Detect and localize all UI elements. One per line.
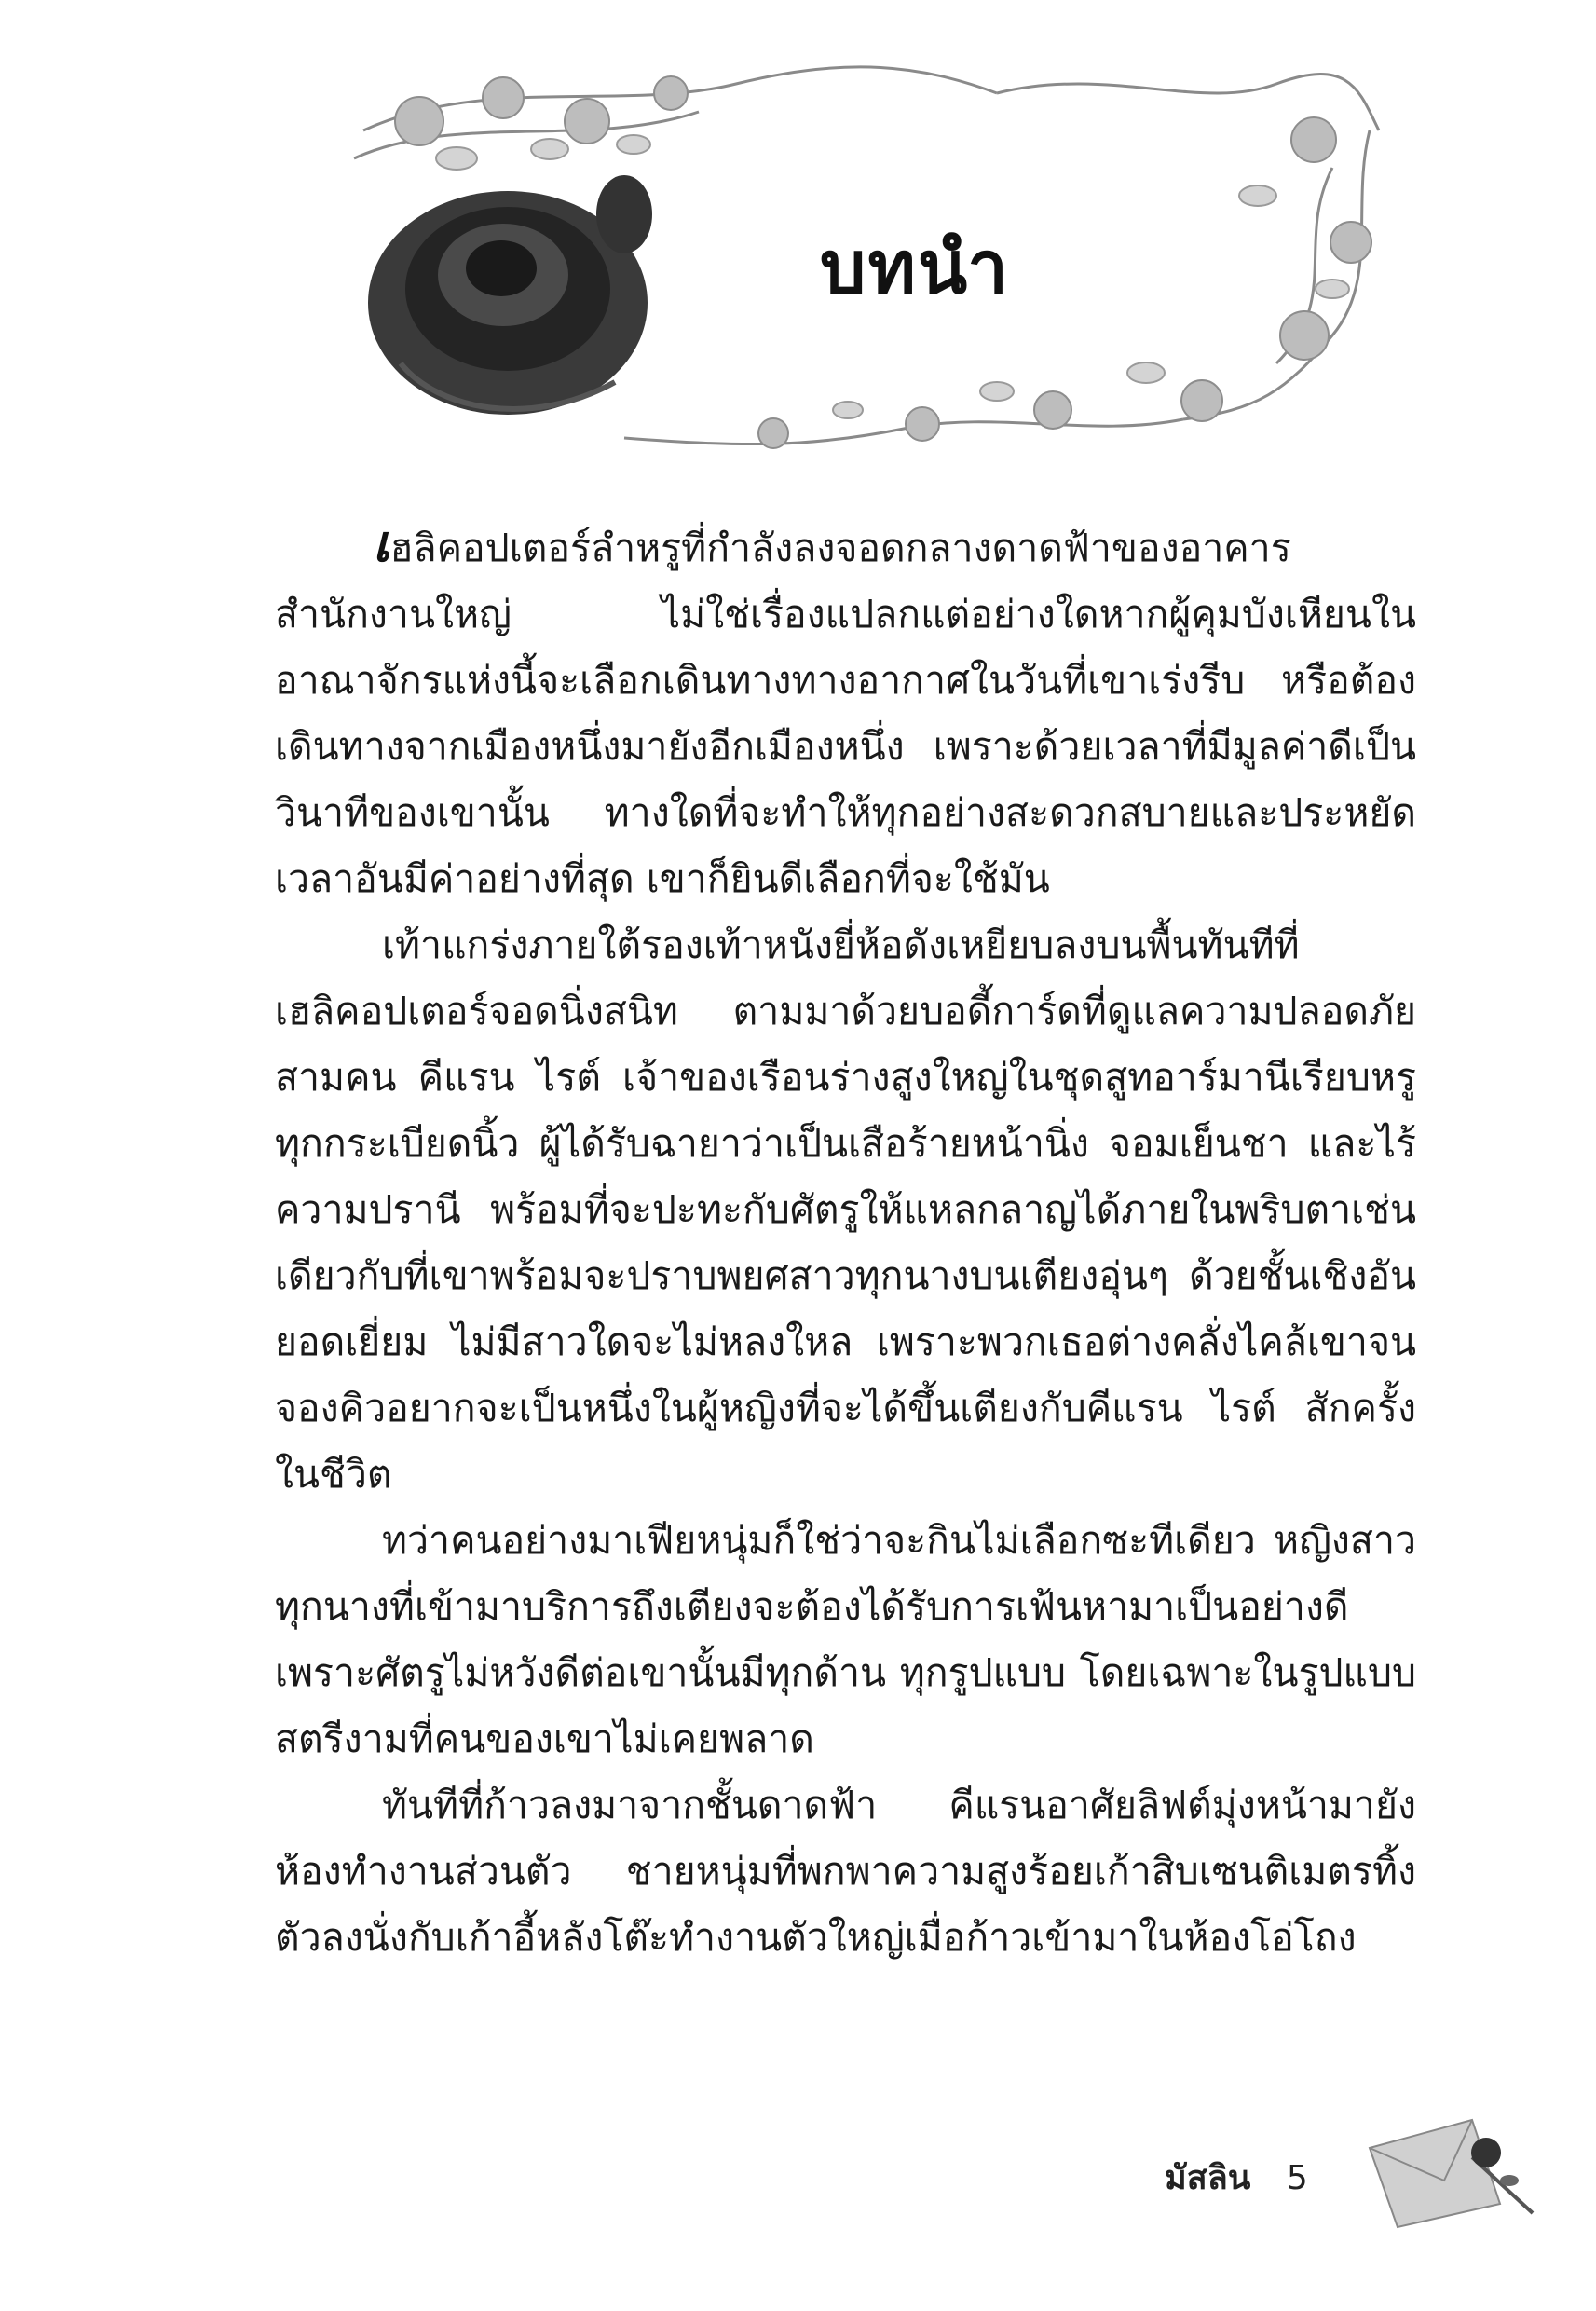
chapter-title: บทนำ [820, 226, 1011, 310]
rose-illustration [368, 175, 652, 415]
paragraph-2: เท้าแกร่งภายใต้รองเท้าหนังยี่ห้อดังเหยียบลงบนพื้นทันทีที่เฮลิคอปเตอร์จอดนิ่งสนิท ตามมาด้วยบอดี้การ์ดที่ดูแลความปลอดภัยสามคน คีแรน ไรต์ เจ้าของเรือนร่างสูงใหญ่ในชุดสูทอาร์มานีเรียบหรูทุกกระเบียดนิ้ว ผู้ได้รับฉายาว่าเป็นเสือร้ายหน้านิ่ง จอมเย็นชา และไร้ความปรานี พร้อมที่จะปะทะกับศัตรูให้แหลกลาญได้ภายในพริบตาเช่นเดียวกับที่เขาพร้อมจะปราบพยศสาวทุกนางบนเตียงอุ่นๆ ด้วยชั้นเชิงอันยอดเยี่ยม ไม่มีสาวใดจะไม่หลงใหล เพราะพวกเธอต่างคลั่งไคล้เขาจนจองคิวอยากจะเป็นหนึ่งในผู้หญิงที่จะได้ขึ้นเตียงกับคีแรน ไรต์ สักครั้งในชีวิต [275, 923, 1416, 1497]
envelope-rose-icon [1360, 2101, 1547, 2241]
body-text [275, 511, 1416, 1971]
paragraph-4: ทันทีที่ก้าวลงมาจากชั้นดาดฟ้า คีแรนอาศัยลิฟต์มุ่งหน้ามายังห้องทำงานส่วนตัว ชายหนุ่มที่พกพาความสูงร้อยเก้าสิบเซนติเมตรทิ้งตัวลงนั่งกับเก้าอี้หลังโต๊ะทำงานตัวใหญ่เมื่อก้าวเข้ามาในห้องโอ่โถง [275, 1783, 1416, 1960]
drop-cap: เ [373, 513, 390, 573]
page-footer [1165, 2151, 1308, 2204]
paragraph-1: เฮลิคอปเตอร์ลำหรูที่กำลังลงจอดกลางดาดฟ้าของอาคารสำนักงานใหญ่ ไม่ใช่เรื่องแปลกแต่อย่างใดหากผู้คุมบังเหียนในอาณาจักรแห่งนี้จะเลือกเดินทางทางอากาศในวันที่เขาเร่งรีบ หรือต้องเดินทางจากเมืองหนึ่งมายังอีกเมืองหนึ่ง เพราะด้วยเวลาที่มีมูลค่าดีเป็นวินาทีของเขานั้น ทางใดที่จะทำให้ทุกอย่างสะดวกสบายและประหยัดเวลาอันมีค่าอย่างที่สุด เขาก็ยินดีเลือกที่จะใช้มัน [275, 513, 1416, 901]
book-title: มัสลิน [1165, 2159, 1251, 2197]
paragraph-3: ทว่าคนอย่างมาเฟียหนุ่มก็ใช่ว่าจะกินไม่เลือกซะทีเดียว หญิงสาวทุกนางที่เข้ามาบริการถึงเตียงจะต้องได้รับการเฟ้นหามาเป็นอย่างดีเพราะศัตรูไม่หวังดีต่อเขานั้นมีทุกด้าน ทุกรูปแบบ โดยเฉพาะในรูปแบบสตรีงามที่คนของเขาไม่เคยพลาด [275, 1518, 1416, 1761]
page-number: 5 [1286, 2159, 1308, 2197]
